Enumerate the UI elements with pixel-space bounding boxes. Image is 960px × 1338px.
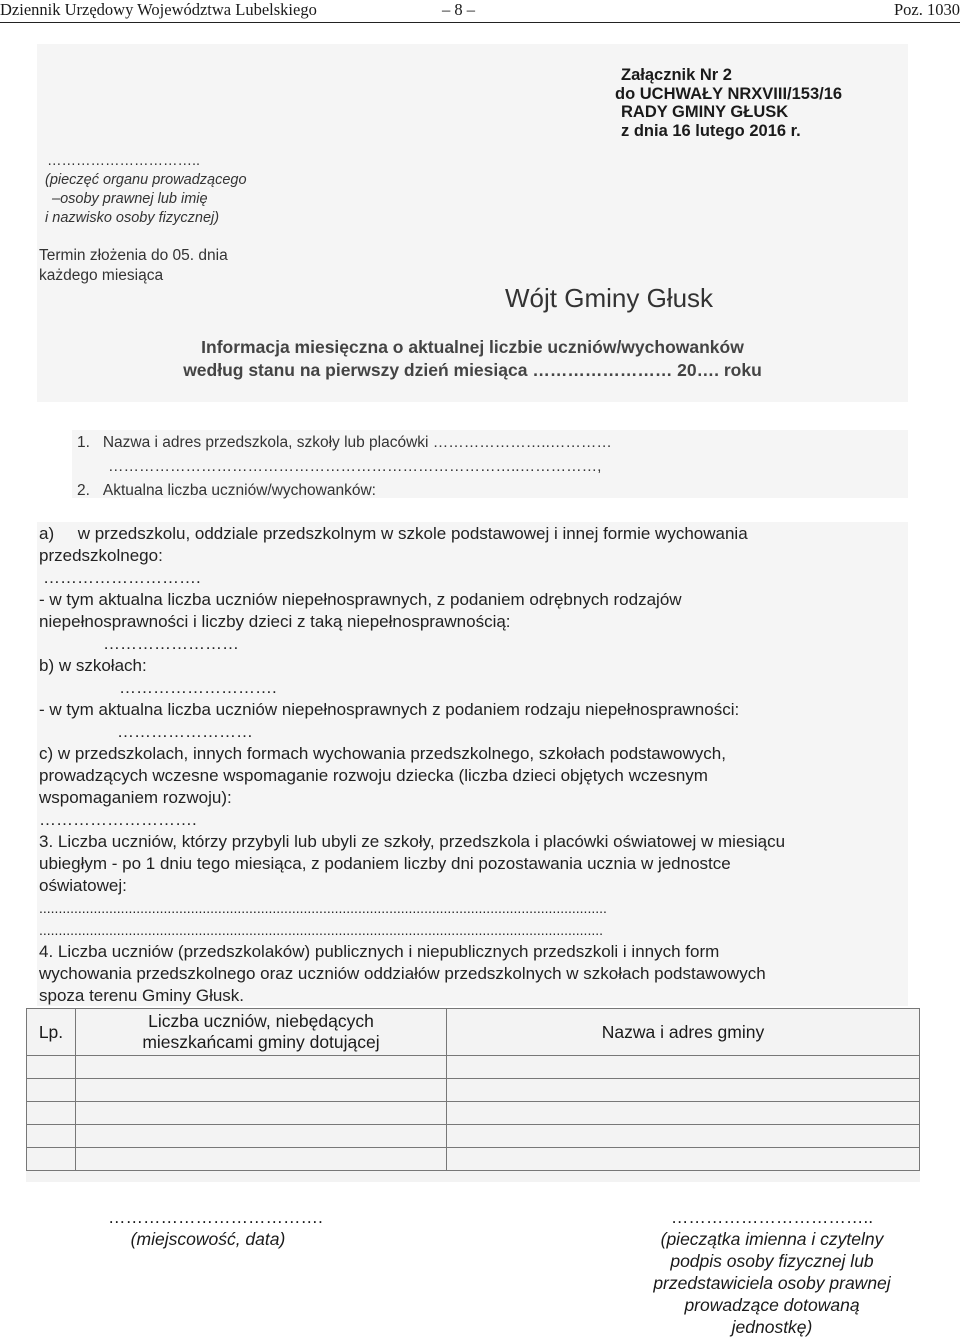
addressee: Wójt Gminy Głusk [505,283,714,313]
col-lp: Lp. [27,1009,76,1056]
fill-line: ………………………. [119,678,277,697]
page-number: – 8 – [442,0,475,19]
item-c: c) w przedszkolach, innych formach wychowania przedszkolnego, szkołach podstawowych, [39,744,726,763]
fill-line: ………………………. [39,810,197,829]
fill-line: …………………… [103,634,239,653]
stamp-placeholder: ………………………….. (pieczęć organu prowadzącego –osoby prawnej lub imię i nazwisko osoby fizycznej) [45,153,247,226]
col-count: Liczba uczniów, niebędących mieszkańcami gminy dotującej [76,1009,447,1056]
table-header-row [27,1009,920,1056]
table-row [27,1056,920,1079]
table-row [27,1102,920,1125]
fill-line: ................................................................................................................................................. [39,922,603,938]
form-title: Informacja miesięczna o aktualnej liczbie uczniów/wychowanków według stanu na pierwszy dzień miesiąca …………………… 20…. roku [183,337,762,380]
section-1: 1. Nazwa i adres przedszkola, szkoły lub placówki …………………..………… [77,434,612,451]
section-2: 2. Aktualna liczba uczniów/wychowanków: [77,482,376,499]
fill-line: ………………………. [43,568,201,587]
official-signature: …………………………….. (pieczątka imienna i czytelny podpis osoby fizycznej lub przedstawiciela osoby prawnej prowadzące dotowaną jednostkę) [653,1207,891,1337]
table-row [27,1148,920,1171]
submission-deadline: Termin złożenia do 05. dnia każdego miesiąca [39,247,228,284]
non-resident-students-table [26,1008,920,1171]
item-4: 4. Liczba uczniów (przedszkolaków) publicznych i niepublicznych przedszkoli i innych form [39,942,720,961]
page-header [0,0,960,23]
attachment-note: Załącznik Nr 2 do UCHWAŁY NRXVIII/153/16 RADY GMINY GŁUSK z dnia 16 lutego 2016 r. [615,66,843,140]
section-1-dots: ……………………………………………………………………..……………, [108,458,602,475]
table-row [27,1079,920,1102]
item-a: a) w przedszkolu, oddziale przedszkolnym w szkole podstawowej i innej formie wychowania [39,524,748,543]
item-b: b) w szkołach: [39,656,147,675]
item-3: 3. Liczba uczniów, którzy przybyli lub ubyli ze szkoły, przedszkola i placówki oświatowej w miesiącu [39,832,786,851]
sections-1-2 [77,431,612,503]
table-row [27,1125,920,1148]
place-date-signature: ………………………………. (miejscowość, data) [108,1207,323,1249]
form-body: a) w przedszkolu, oddziale przedszkolnym w szkole podstawowej i innej formie wychowania przedszkolnego: ………………………. - w tym aktualna liczba uczniów niepełnosprawnych, z podaniem odrębnych rodzajów niepełnosprawności i liczby dzieci z taką niepełnosprawnością: …………………… b) w szkołach: ………………………. - w tym aktualna liczba uczniów niepełnosprawnych z podaniem rodzaju niepełnosprawności: …………………… c) w przedszkolach, innych formach wychowania przedszkolnego, szkołach podstawowych, prowadzących wczesne wspomaganie rozwoju dziecka (liczba dzieci objętych wczesnym wspomaganiem rozwoju): ………………………. 3. Liczba uczniów, którzy przybyli lub ubyli ze szkoły, przedszkola i placówki oświatowej w miesiącu ubiegłym - po 1 dniu tego miesiąca, z podaniem liczby dni pozostawania ucznia w jednostce oświatowej: .................................................................................................................................................. ................................................................................................................................................. 4. Liczba uczniów (przedszkolaków) publicznych i niepublicznych przedszkoli i innych form wychowania przedszkolnego oraz uczniów oddziałów przedszkolnych w szkołach podstawowych spoza terenu Gminy Głusk. [39,523,914,1007]
position-number: Poz. 1030 [894,0,960,19]
journal-title: Dziennik Urzędowy Województwa Lubelskiego [0,0,317,19]
fill-line: …………………… [117,722,253,741]
fill-line: .................................................................................................................................................. [39,900,607,916]
col-municipality: Nazwa i adres gminy [447,1009,920,1056]
